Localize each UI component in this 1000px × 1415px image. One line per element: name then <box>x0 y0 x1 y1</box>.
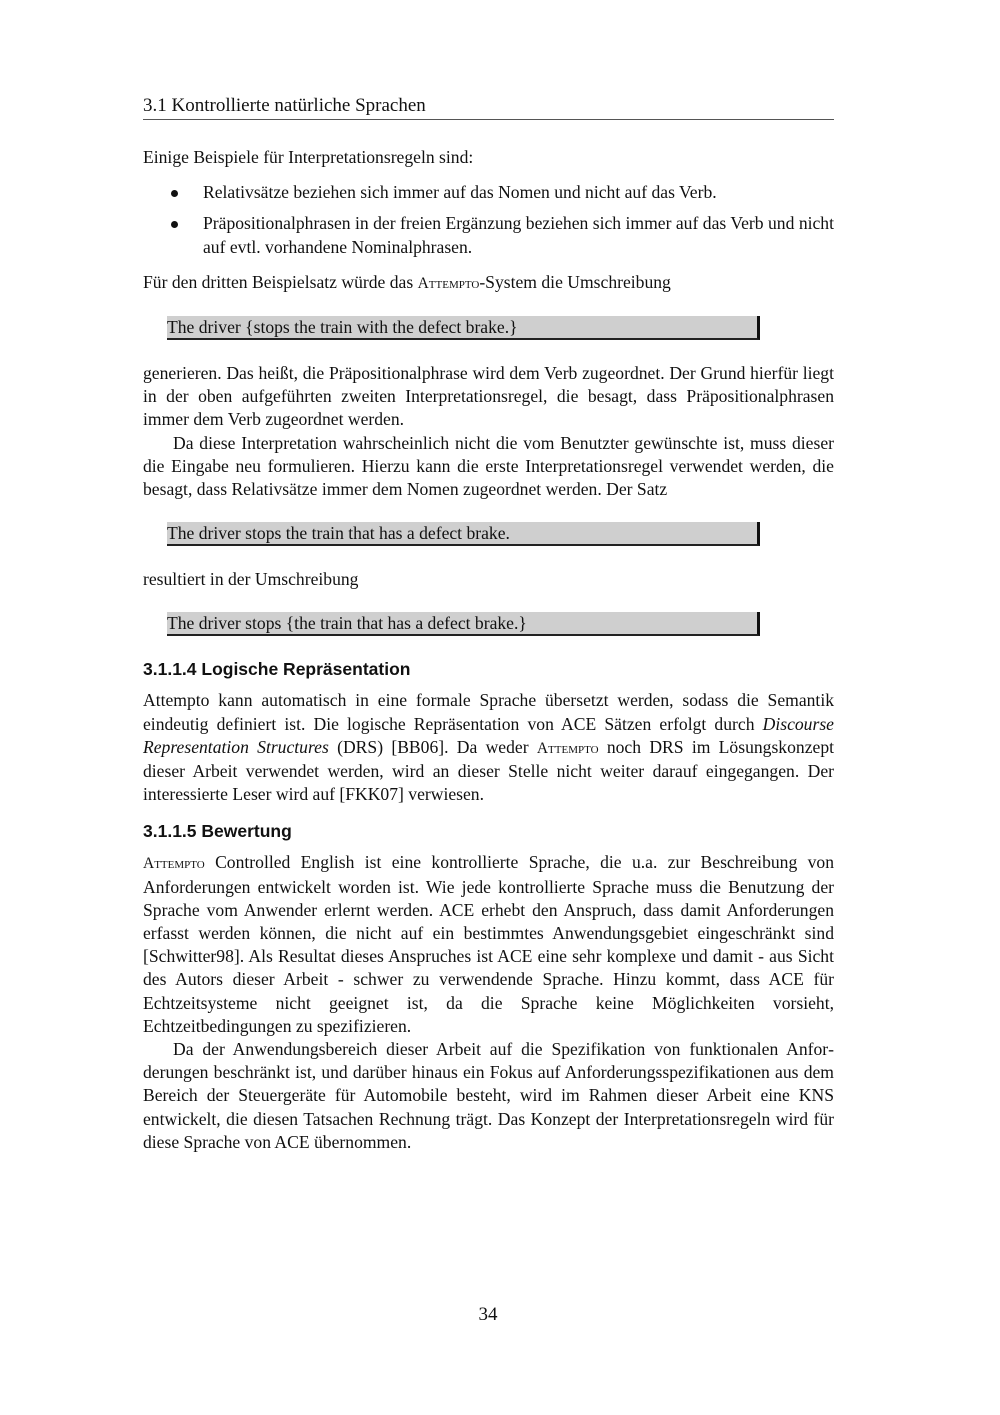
bullet-icon <box>171 221 178 228</box>
paragraph-logische-repraesentation <box>143 689 834 806</box>
intro-paragraph: Einige Beispiele für Interpretationsregeln sind: <box>143 147 474 167</box>
ace-example-box-1: The driver {stops the train with the defect brake.} <box>167 316 760 340</box>
paragraph-resultiert: resultiert in der Umschreibung <box>143 569 359 590</box>
paragraph-interpretation: Da diese Interpretation wahrscheinlich nicht die vom Benutzter gewünschte ist, muss dieser die Eingabe neu formulieren. Hierzu kann die erste Interpretationsregel verwendet werden, die besagt, dass Relativsätze immer dem Nomen zugeordnet werden. Der Satz <box>143 432 834 500</box>
page-content <box>143 94 834 1154</box>
paragraph-attempto-intro <box>143 271 834 295</box>
list-item <box>143 212 834 258</box>
text-run: Für den dritten Beispielsatz würde das <box>143 271 418 292</box>
page-number: 34 <box>478 1304 498 1325</box>
text-run: (DRS) [BB06]. Da weder <box>328 736 537 757</box>
section-heading-bewertung: 3.1.1.5 Bewertung <box>143 821 292 842</box>
bullet-list <box>143 181 834 259</box>
attempto-smallcaps: Attempto <box>536 739 599 757</box>
section-heading-logische-repraesentation: 3.1.1.4 Logische Repräsentation <box>143 659 411 680</box>
attempto-smallcaps: Attempto <box>417 274 480 292</box>
ace-example-box-3: The driver stops {the train that has a defect brake.} <box>167 612 760 636</box>
paragraph-bewertung <box>143 851 834 1038</box>
paragraph-generieren: generieren. Das heißt, die Präpositionalphrase wird dem Verb zugeordnet. Der Grund hierfür liegt in der oben aufgeführten zweiten Interpretationsregel, die besagt, dass Präpositionalphrasen immer dem Verb zugeordnet werden. <box>143 363 834 430</box>
text-run: noch DRS im Lösungskonzept dieser Arbeit verwendet werden, wird an dieser Stelle nicht weiter darauf eingegangen. Der interessierte Leser wird auf [FKK07] verwiesen. <box>143 736 835 805</box>
list-item-text: Relativsätze beziehen sich immer auf das Nomen und nicht auf das Verb. <box>203 182 717 203</box>
paragraph-anwendungsbereich: Da der Anwendungsbereich dieser Arbeit auf die Spezifikation von funktionalen Anforderungen beschränkt ist, und darüber hinaus ein Fokus auf Anforderungsspezifikationen aus dem Bereich der Steuergeräte für Automobile besteht, wird im Rahmen dieser Arbeit eine KNS entwickelt, die diesen Tatsachen Rechnung trägt. Das Konzept der Interpretationsregeln wird für diese Sprache von ACE übernommen. <box>143 1039 834 1152</box>
bullet-icon <box>171 190 178 197</box>
ace-example-box-2: The driver stops the train that has a defect brake. <box>167 522 760 546</box>
list-item-text: Präpositionalphrasen in der freien Ergänzung beziehen sich immer auf das Verb und nicht auf evtl. vorhandene Nominalphrasen. <box>203 213 834 257</box>
attempto-smallcaps: Attempto <box>143 855 205 873</box>
text-run: -System die Umschreibung <box>479 271 671 292</box>
text-run: Attempto kann automatisch in eine formale Sprache übersetzt werden, sodass die Semantik eindeutig definiert ist. Die logische Repräsentation von ACE Sätzen erfolgt durch <box>143 690 834 734</box>
text-run: Controlled English ist eine kontrollierte Sprache, die u.a. zur Beschreibung von Anforderungen entwickelt worden ist. Wie jede kontrollierte Sprache muss die Benutzung der Sprache vom Anwender erlernt werden. ACE erhebt den Anspruch, dass damit Anforderungen erfasst werden können, die nicht auf ein bestimmtes Anwendungsgebiet eingeschränkt sind [Schwitter98]. Als Resultat dieses Anspruches ist ACE eine sehr komplexe und damit - aus Sicht des Autors dieser Arbeit - schwer zu verwendende Sprache. Hinzu kommt, dass ACE für Echtzeitsysteme nicht geeignet ist, da die Sprache keine Möglichkeiten vorsieht, Echtzeitbedingungen zu spezifizieren. <box>143 852 834 1036</box>
list-item <box>143 181 834 204</box>
running-header: 3.1 Kontrollierte natürliche Sprachen <box>143 94 834 120</box>
italic-term: Discourse Representation Structures <box>143 713 834 757</box>
